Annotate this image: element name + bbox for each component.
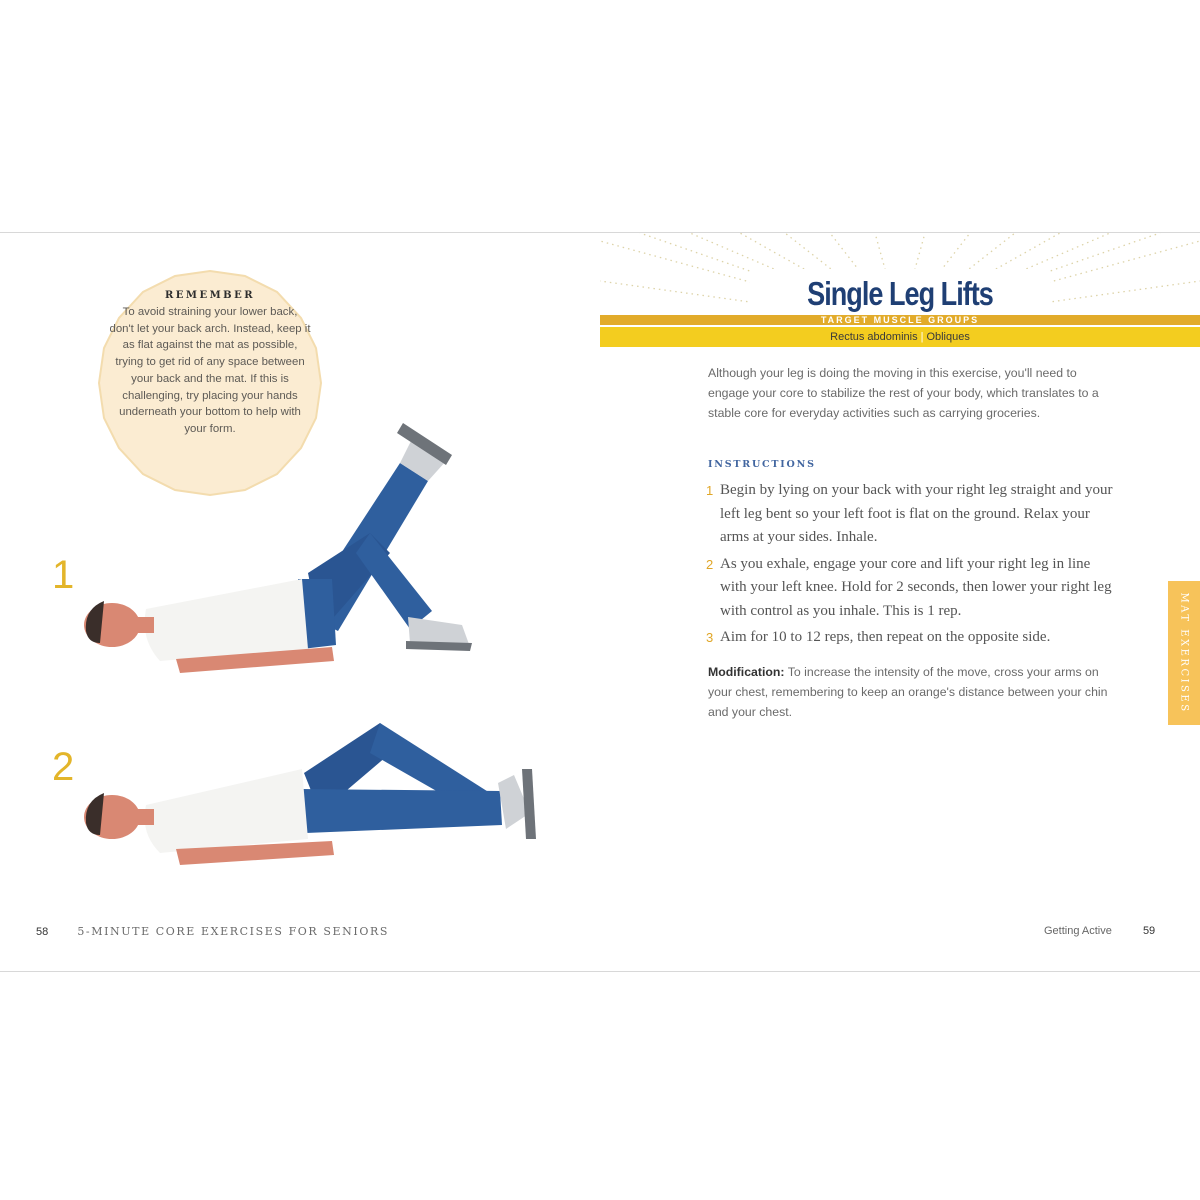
modification-label: Modification: [708,665,785,679]
footer-right [1044,925,1155,937]
step-text: Begin by lying on your back with your right leg straight and your left leg bent so your left foot is flat on the ground. Relax your arms at your sides. Inhale. [720,482,1113,545]
step-number: 2 [706,556,714,572]
section-side-tab [1168,581,1200,725]
remember-body: To avoid straining your lower back, don't let your back arch. Instead, keep it as flat against the mat as possible, trying to get rid of any space between your back and the mat. If this is challenging, try placing your hands underneath your bottom to help with your form. [109,306,311,435]
muscle-groups-bar [600,327,1200,347]
muscle-group-1: Rectus abdominis [830,331,918,343]
intro-paragraph: Although your leg is doing the moving in this exercise, you'll need to engage your core to stabilize the rest of your body, which translates to a stable core for everyday activities such as carrying groceries. [708,366,1099,420]
title-area [600,233,1200,315]
step-number: 3 [706,630,714,645]
exercise-title: Single Leg Lifts [807,275,993,312]
step-text: Aim for 10 to 12 reps, then repeat on the opposite side. [720,629,1051,645]
instructions-heading: INSTRUCTIONS [708,459,816,470]
target-muscle-groups-bar: TARGET MUSCLE GROUPS [600,315,1200,325]
remember-heading: REMEMBER [164,290,256,301]
exercise-figure-1 [70,403,490,693]
step-text: As you exhale, engage your core and lift your right leg in line with your left knee. Hold for 2 seconds, then lower your right leg with control as you inhale. This is 1 rep. [720,555,1112,619]
instruction-step [706,553,1116,624]
modification-text: To increase the intensity of the move, cross your arms on your chest, remembering to keep an orange's distance between your chin and your chest. [708,665,1108,719]
book-spread [0,232,1200,972]
exercise-figure-2 [70,713,550,873]
page-number-left: 58 [36,926,49,938]
modification-paragraph [708,662,1118,722]
page-number-right: 59 [1142,925,1156,937]
instruction-step [706,479,1116,550]
muscle-separator: | [920,331,924,343]
footer-section-name: Getting Active [1044,925,1112,937]
side-tab-label: MAT EXERCISES [1178,592,1190,714]
running-head: 5-MINUTE CORE EXERCISES FOR SENIORS [77,925,389,938]
muscle-group-2: Obliques [926,331,970,343]
footer-left [36,925,389,938]
instruction-step [706,626,1116,650]
step-label-2: 2 [52,745,75,789]
instructions-list [706,479,1116,653]
step-label-1: 1 [52,553,75,597]
step-number: 1 [706,483,714,498]
